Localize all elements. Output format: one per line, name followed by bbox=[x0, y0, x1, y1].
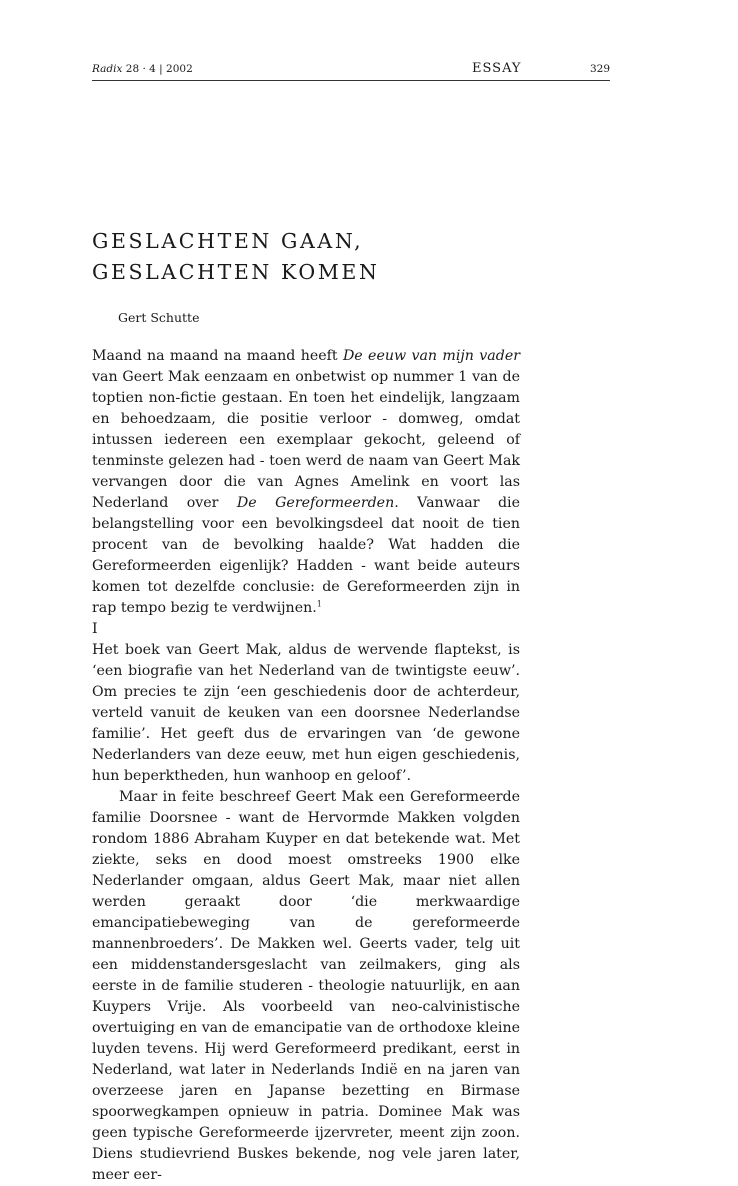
intro-text-1: Maand na maand na maand heeft bbox=[92, 348, 343, 364]
title-line-1: GESLACHTEN GAAN, bbox=[92, 229, 364, 253]
article-title bbox=[92, 226, 380, 288]
journal-name: Radix bbox=[92, 63, 123, 75]
footnote-marker: 1 bbox=[316, 599, 322, 609]
book-title-1: De eeuw van mijn vader bbox=[342, 348, 520, 364]
section-paragraph-1: Het boek van Geert Mak, aldus de wervende flaptekst, is ‘een biografie van het Nederland van de twintigste eeuw’. Om precies te zijn ‘een geschiedenis door de achterdeur, verteld vanuit de keuken van een doorsnee Nederlandse familie’. Het geeft dus de ervaringen van ‘de gewone Nederlanders van deze eeuw, met hun eigen geschiedenis, hun beperktheden, hun wanhoop en geloof’. bbox=[92, 642, 520, 784]
book-title-2: De Gereformeerden bbox=[236, 495, 395, 511]
page-number: 329 bbox=[589, 63, 610, 75]
intro-text-2: van Geert Mak eenzaam en onbetwist op nummer 1 van de toptien non-fictie gestaan. En toen het eindelijk, langzaam en behoedzaam, die positie verloor - domweg, omdat intussen iedereen een exemplaar gekocht, geleend of tenminste gelezen had - toen werd de naam van Geert Mak vervangen door die van Agnes Amelink en voort las Nederland over bbox=[92, 369, 520, 511]
section-paragraph-2: Maar in feite beschreef Geert Mak een Gereformeerde familie Doorsnee - want de Hervormde Makken volgden rondom 1886 Abraham Kuyper en dat betekende wat. Met ziekte, seks en dood moest omstreeks 1900 elke Nederlander omgaan, aldus Geert Mak, maar niet allen werden geraakt door ‘die merkwaardige emancipatiebeweging van de gereformeerde mannenbroeders’. De Makken wel. Geerts vader, telg uit een middenstandersgeslacht van zeilmakers, ging als eerste in de familie studeren - theologie natuurlijk, en aan Kuypers Vrije. Als voorbeeld van neo-calvinistische overtuiging en van de emancipatie van de orthodoxe kleine luyden tevens. Hij werd Gereformeerd predikant, eerst in Nederland, wat later in Nederlands Indië en na jaren van overzeese jaren en Japanse bezetting en Birmase spoorwegkampen opnieuw in patria. Dominee Mak was geen typische Gereformeerde ijzervreter, meent zijn zoon. Diens studievriend Buskes bekende, nog vele jaren later, meer eer- bbox=[92, 789, 520, 1183]
author-byline: Gert Schutte bbox=[118, 310, 200, 325]
journal-issue: 28 · 4 | 2002 bbox=[125, 63, 193, 75]
article-body bbox=[92, 346, 520, 1186]
journal-citation bbox=[92, 63, 193, 75]
intro-paragraph bbox=[92, 346, 520, 619]
section-label: ESSAY bbox=[472, 61, 522, 76]
section-number: I bbox=[92, 621, 98, 637]
title-line-2: GESLACHTEN KOMEN bbox=[92, 260, 380, 284]
intro-text-3: . Vanwaar die belangstelling voor een bevolkingsdeel dat nooit de tien procent van de bevolking haalde? Wat hadden die Gereformeerden eigenlijk? Hadden - want beide auteurs komen tot dezelfde conclusie: de Gereformeerden zijn in rap tempo bezig te verdwijnen. bbox=[92, 495, 520, 616]
running-header bbox=[92, 60, 610, 81]
